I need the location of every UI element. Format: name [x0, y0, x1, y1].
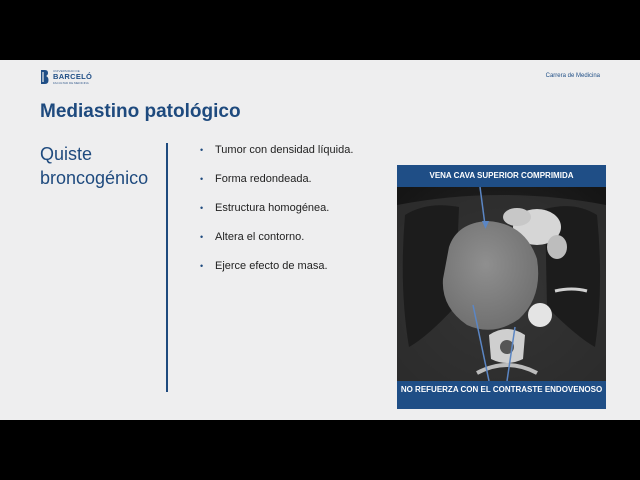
ct-scan-image: [397, 187, 606, 381]
bullet-text: Tumor con densidad líquida.: [215, 144, 354, 156]
figure-bottom-label: NO REFUERZA CON EL CONTRASTE ENDOVENOSO: [397, 381, 606, 409]
divider-line: [166, 143, 168, 392]
bullet-dot-icon: •: [200, 261, 204, 271]
figure-top-label: VENA CAVA SUPERIOR COMPRIMIDA: [397, 165, 606, 187]
bullet-text: Ejerce efecto de masa.: [215, 260, 328, 272]
bullet-text: Estructura homogénea.: [215, 202, 330, 214]
bullet-dot-icon: •: [200, 145, 204, 155]
slide-title: Mediastino patológico: [40, 101, 241, 122]
bullet-dot-icon: •: [200, 203, 204, 213]
bullet-item: [200, 201, 353, 230]
ct-scan-figure: [397, 165, 606, 409]
logo-name: BARCELÓ: [53, 72, 93, 81]
logo-emblem-icon: [40, 69, 49, 85]
letterbox-bottom: [0, 420, 640, 480]
bullet-dot-icon: •: [200, 174, 204, 184]
section-heading: Quiste broncogénico: [40, 144, 149, 188]
logo-small-text: UNIVERSIDAD DE: [53, 69, 80, 73]
letterbox-top: [0, 0, 640, 60]
bullet-item: [200, 172, 353, 201]
presentation-slide: [0, 60, 640, 420]
career-label: Carrera de Medicina: [545, 73, 600, 79]
bullet-dot-icon: •: [200, 232, 204, 242]
bullet-text: Altera el contorno.: [215, 231, 305, 243]
bullet-text: Forma redondeada.: [215, 173, 312, 185]
logo-subtitle: FACULTAD DE MEDICINA: [53, 81, 89, 85]
bullet-item: [200, 259, 353, 288]
bullet-item: [200, 143, 353, 172]
university-logo: [40, 69, 100, 85]
bullet-list: [200, 143, 353, 288]
bullet-item: [200, 230, 353, 259]
